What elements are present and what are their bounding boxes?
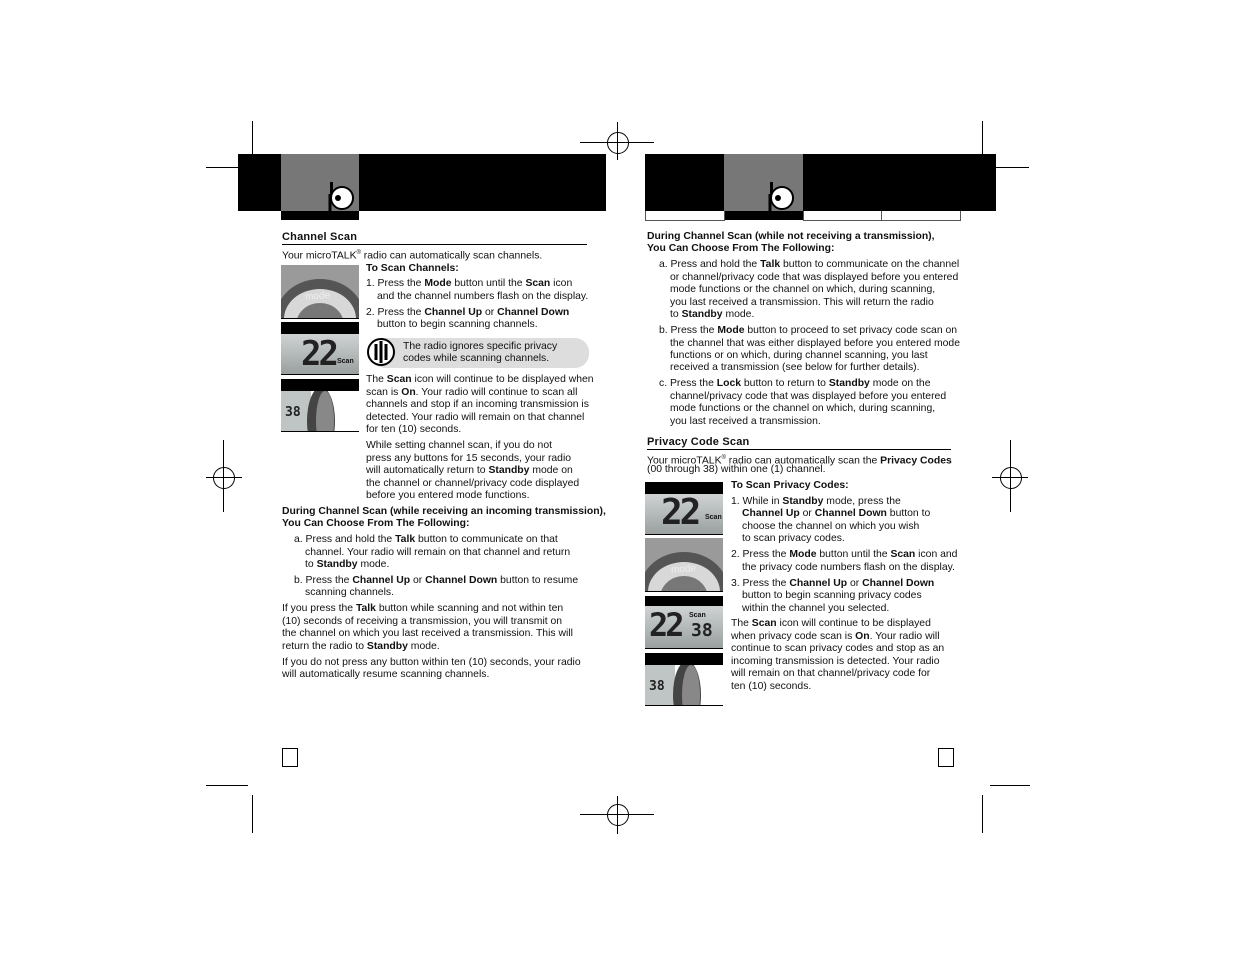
crop-mark (206, 477, 242, 478)
paragraph: return the radio to Standby mode. (282, 641, 440, 652)
step-1: to scan privacy codes. (742, 533, 845, 544)
section-title: Channel Scan (282, 231, 587, 245)
crop-mark (1010, 440, 1011, 512)
crop-mark (982, 795, 983, 833)
lcd-code-number: 38 (649, 679, 665, 694)
paragraph: The Scan icon will continue to be displayed when (366, 374, 594, 385)
subheading: You Can Choose From The Following: (647, 243, 835, 254)
paragraph: (10) seconds of receiving a transmission, you will transmit on (282, 616, 563, 627)
subhead: To Scan Channels: (366, 263, 459, 274)
note-icon (366, 337, 396, 367)
lcd-channel-number: 22 (661, 492, 699, 533)
paragraph: for ten (10) seconds. (366, 424, 462, 435)
option-b: b. Press the Channel Up or Channel Down button to resume (294, 575, 579, 586)
step-1-line2: and the channel numbers flash on the display. (377, 291, 589, 302)
option-b: the channel that was either displayed before you entered mode (670, 338, 960, 349)
mode-button-image (645, 538, 723, 592)
registration-mark-top (607, 132, 629, 154)
paragraph: detected. Your radio will remain on that channel (366, 412, 585, 423)
lcd-code-number: 38 (285, 405, 301, 420)
crop-mark (617, 122, 618, 160)
option-c: channel/privacy code that was displayed before you entered (670, 391, 947, 402)
step-2-line2: button to begin scanning channels. (377, 319, 538, 330)
subheading: You Can Choose From The Following: (282, 518, 470, 529)
lcd-scan-label: Scan (337, 358, 354, 365)
step-2: the privacy code numbers flash on the display. (742, 562, 955, 573)
lcd-channel-number: 22 (649, 606, 682, 644)
option-b: b. Press the Mode button to proceed to set privacy code scan on (659, 325, 958, 336)
mode-button-image (281, 265, 359, 319)
option-a: or channel/privacy code that was displayed before you entered (670, 272, 959, 283)
paragraph: when privacy code scan is On. Your radio will (731, 631, 940, 642)
lcd-code-image (281, 379, 359, 432)
mode-label: mode (670, 563, 697, 576)
header-tab-cell (645, 211, 725, 221)
subheading: During Channel Scan (while receiving an incoming transmission), (282, 506, 606, 517)
paragraph: channels and stop if an incoming transmission is (366, 399, 589, 410)
header-tab-left-base (281, 211, 359, 220)
subhead: To Scan Privacy Codes: (731, 480, 849, 491)
crop-mark (252, 795, 253, 833)
option-a: a. Press and hold the Talk button to communicate on the channel (659, 259, 960, 270)
header-tab-cell (803, 211, 883, 221)
lcd-code-image (645, 596, 723, 649)
step-2: 2. Press the Channel Up or Channel Down (366, 307, 570, 318)
step-3: button to begin scanning privacy codes (742, 590, 922, 601)
paragraph: press any buttons for 15 seconds, your radio (366, 453, 572, 464)
lcd-scan-label: Scan (689, 612, 706, 619)
intro-text: (00 through 38) within one (1) channel. (647, 464, 826, 475)
paragraph: will automatically resume scanning channels. (282, 669, 490, 680)
paragraph: The Scan icon will continue to be displayed (731, 618, 931, 629)
paragraph: incoming transmission is detected. Your radio (731, 656, 940, 667)
crop-mark (990, 785, 1030, 786)
step-1: 1. Press the Mode button until the Scan icon (366, 278, 573, 289)
header-tab-cell (881, 211, 961, 221)
paragraph: will remain on that channel/privacy code for (731, 668, 931, 679)
option-a: to Standby mode. (670, 309, 755, 320)
paragraph: the channel on which you last received a transmission. This will (282, 628, 573, 639)
option-a: a. Press and hold the Talk button to communicate on that (294, 534, 558, 545)
header-tab-right-base (724, 211, 803, 220)
lcd-code-number: 38 (691, 620, 713, 641)
step-3: within the channel you selected. (742, 603, 890, 614)
note-text: The radio ignores specific privacy (403, 341, 558, 352)
option-a: mode functions or the channel on which, during scanning, (670, 284, 936, 295)
crop-mark (223, 440, 224, 512)
option-c: mode functions or the channel on which, during scanning, (670, 403, 936, 414)
registration-mark-bottom (607, 804, 629, 826)
mode-label: mode (304, 290, 331, 303)
lcd-channel-image (645, 482, 723, 535)
step-1: Channel Up or Channel Down button to (742, 508, 931, 519)
option-a: channel. Your radio will remain on that channel and return (305, 547, 571, 558)
registration-mark-right (1000, 467, 1022, 489)
option-c: c. Press the Lock button to return to Standby mode on the (659, 378, 931, 389)
step-3: 3. Press the Channel Up or Channel Down (731, 578, 935, 589)
option-a: to Standby mode. (305, 559, 390, 570)
paragraph: scan is On. Your radio will continue to scan all (366, 387, 578, 398)
step-1: choose the channel on which you wish (742, 521, 920, 532)
header-band-right (645, 154, 996, 211)
paragraph: While setting channel scan, if you do not (366, 440, 552, 451)
paragraph: If you press the Talk button while scanning and not within ten (282, 603, 564, 614)
lcd-code-image (645, 653, 723, 706)
paragraph: If you do not press any button within ten (10) seconds, your radio (282, 657, 581, 668)
paragraph: ten (10) seconds. (731, 681, 812, 692)
option-c: you last received a transmission. (670, 416, 821, 427)
page-number-box-left (282, 748, 298, 767)
option-a: you last received a transmission. This will return the radio (670, 297, 934, 308)
paragraph: before you entered mode functions. (366, 490, 530, 501)
crop-mark (617, 796, 618, 834)
step-2: 2. Press the Mode button until the Scan icon and (731, 549, 958, 560)
paragraph: continue to scan privacy codes and stop as an (731, 643, 945, 654)
option-b: scanning channels. (305, 587, 394, 598)
lcd-scan-label: Scan (705, 514, 722, 521)
option-b: functions or on which, during channel scanning, you last (670, 350, 928, 361)
note-text: codes while scanning channels. (403, 353, 550, 364)
option-b: received a transmission (see below for further details). (670, 362, 920, 373)
lcd-channel-number: 22 (301, 334, 336, 374)
subheading: During Channel Scan (while not receiving a transmission), (647, 231, 935, 242)
lcd-channel-image (281, 322, 359, 375)
registration-mark-left (213, 467, 235, 489)
step-1: 1. While in Standby mode, press the (731, 496, 901, 507)
page-number-box-right (938, 748, 954, 767)
section-title: Privacy Code Scan (647, 436, 951, 450)
paragraph: will automatically return to Standby mode on (366, 465, 573, 476)
paragraph: the channel or channel/privacy code displayed (366, 478, 580, 489)
crop-mark (206, 785, 248, 786)
intro-text: Your microTALK® radio can automatically scan the Privacy Codes (647, 455, 952, 467)
intro-text: Your microTALK® radio can automatically scan channels. (282, 250, 543, 262)
